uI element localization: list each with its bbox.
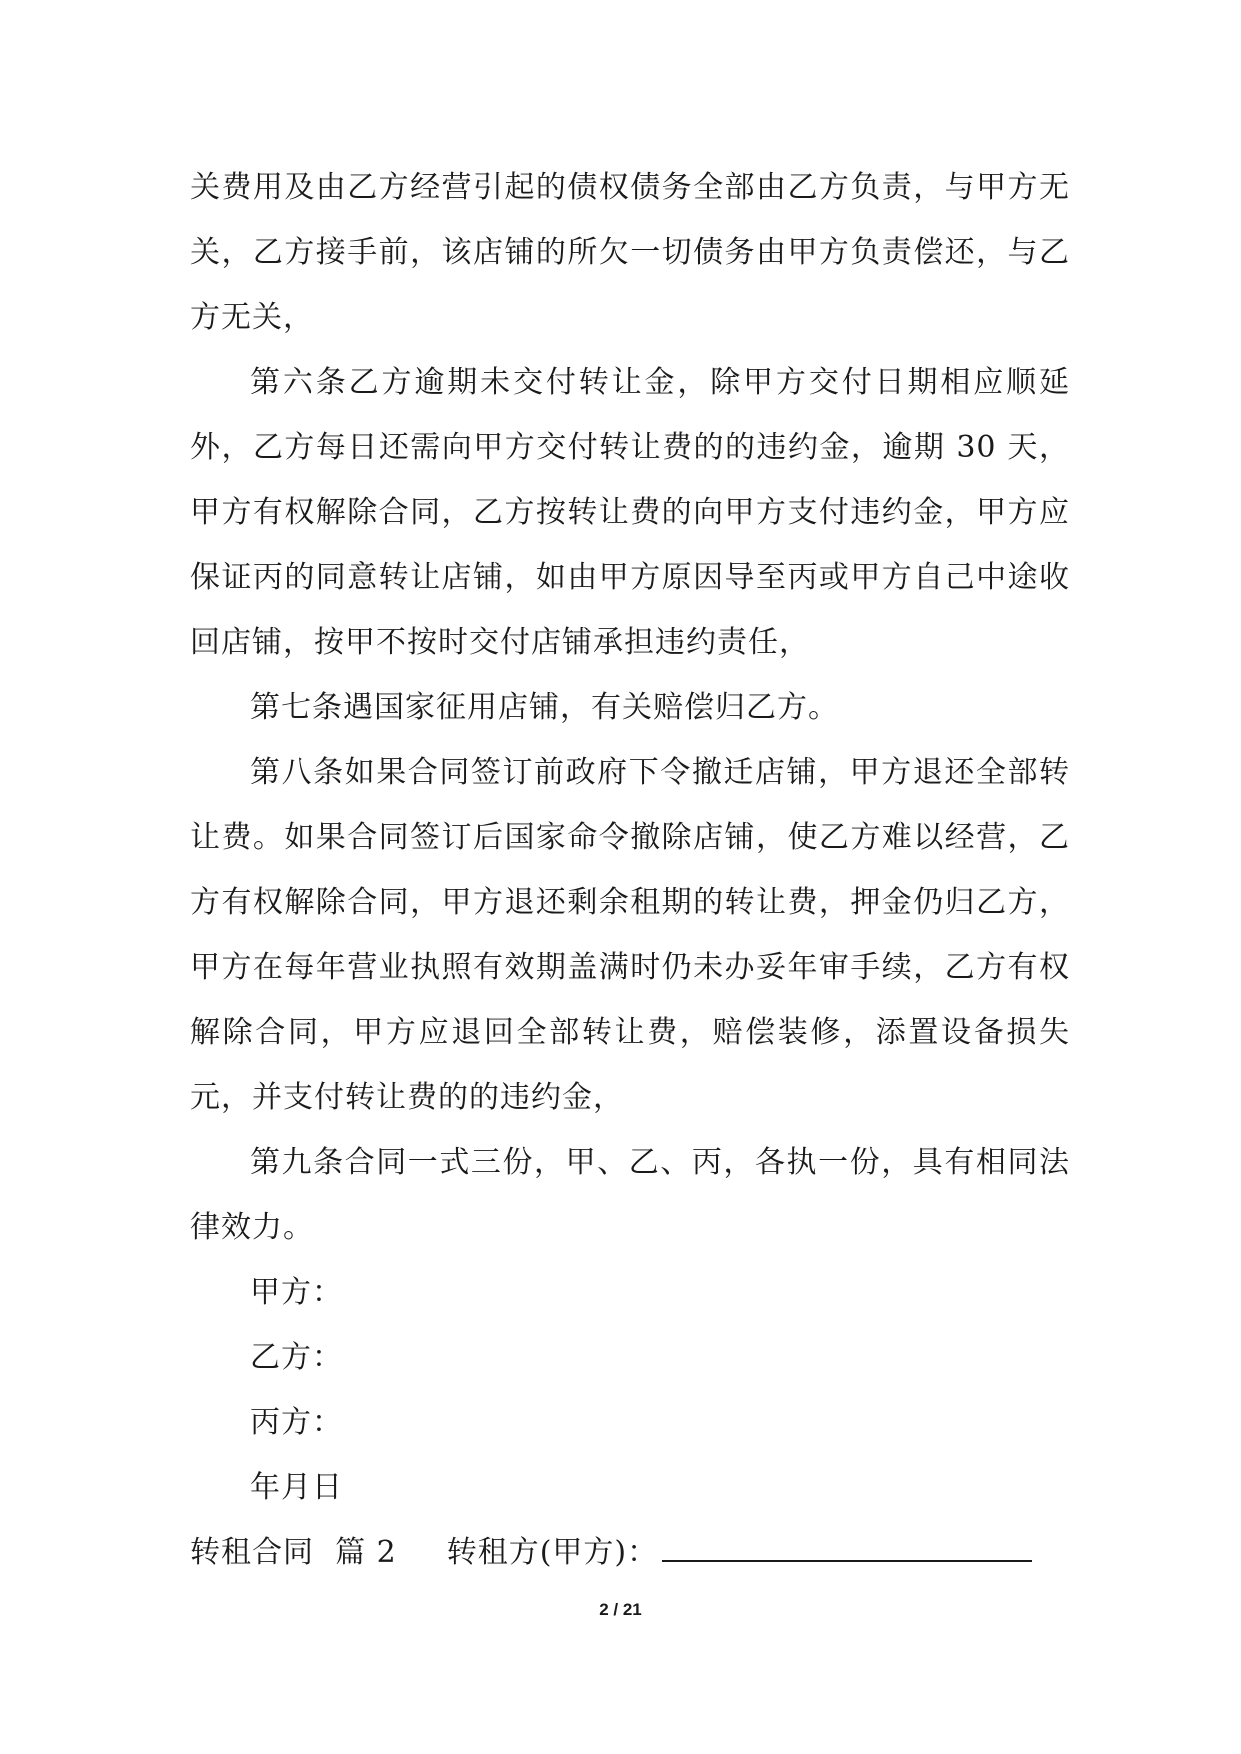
- paragraph-continuation: 关费用及由乙方经营引起的债权债务全部由乙方负责，与甲方无关，乙方接手前，该店铺的所欠一切债务由甲方负责偿还，与乙方无关，: [190, 170, 1070, 335]
- sublessor-label: 转租方(甲方)：: [446, 1535, 659, 1570]
- section-part: 篇 2: [335, 1535, 397, 1570]
- signature-party-a: 甲方：: [250, 1275, 343, 1310]
- paragraph-article-7: 第七条遇国家征用店铺，有关赔偿归乙方。: [250, 690, 839, 725]
- document-body: [190, 155, 1070, 1585]
- signature-party-c: 丙方：: [250, 1405, 343, 1440]
- paragraph-article-9: 第九条合同一式三份，甲、乙、丙，各执一份，具有相同法律效力。: [190, 1145, 1070, 1245]
- page-number: 2 / 21: [599, 1600, 642, 1619]
- paragraph-article-8: 第八条如果合同签订前政府下令撤迁店铺，甲方退还全部转让费。如果合同签订后国家命令撤除店铺，使乙方难以经营，乙方有权解除合同，甲方退还剩余租期的转让费，押金仍归乙方，甲方在每年营业执照有效期盖满时仍未办妥年审手续，乙方有权解除合同，甲方应退回全部转让费，赔偿装修，添置设备损失元，并支付转让费的的违约金，: [190, 755, 1070, 1115]
- signature-party-b: 乙方：: [250, 1340, 343, 1375]
- signature-date: 年月日: [250, 1470, 343, 1505]
- paragraph-article-6: 第六条乙方逾期未交付转让金，除甲方交付日期相应顺延外，乙方每日还需向甲方交付转让费的的违约金，逾期 30 天，甲方有权解除合同，乙方按转让费的向甲方支付违约金，甲方应保证丙的同意转让店铺，如由甲方原因导至丙或甲方自己中途收回店铺，按甲不按时交付店铺承担违约责任，: [190, 365, 1070, 660]
- sublessor-blank-line: [662, 1538, 1032, 1562]
- next-section-heading: [190, 1520, 1070, 1585]
- section-title: 转租合同: [190, 1535, 314, 1570]
